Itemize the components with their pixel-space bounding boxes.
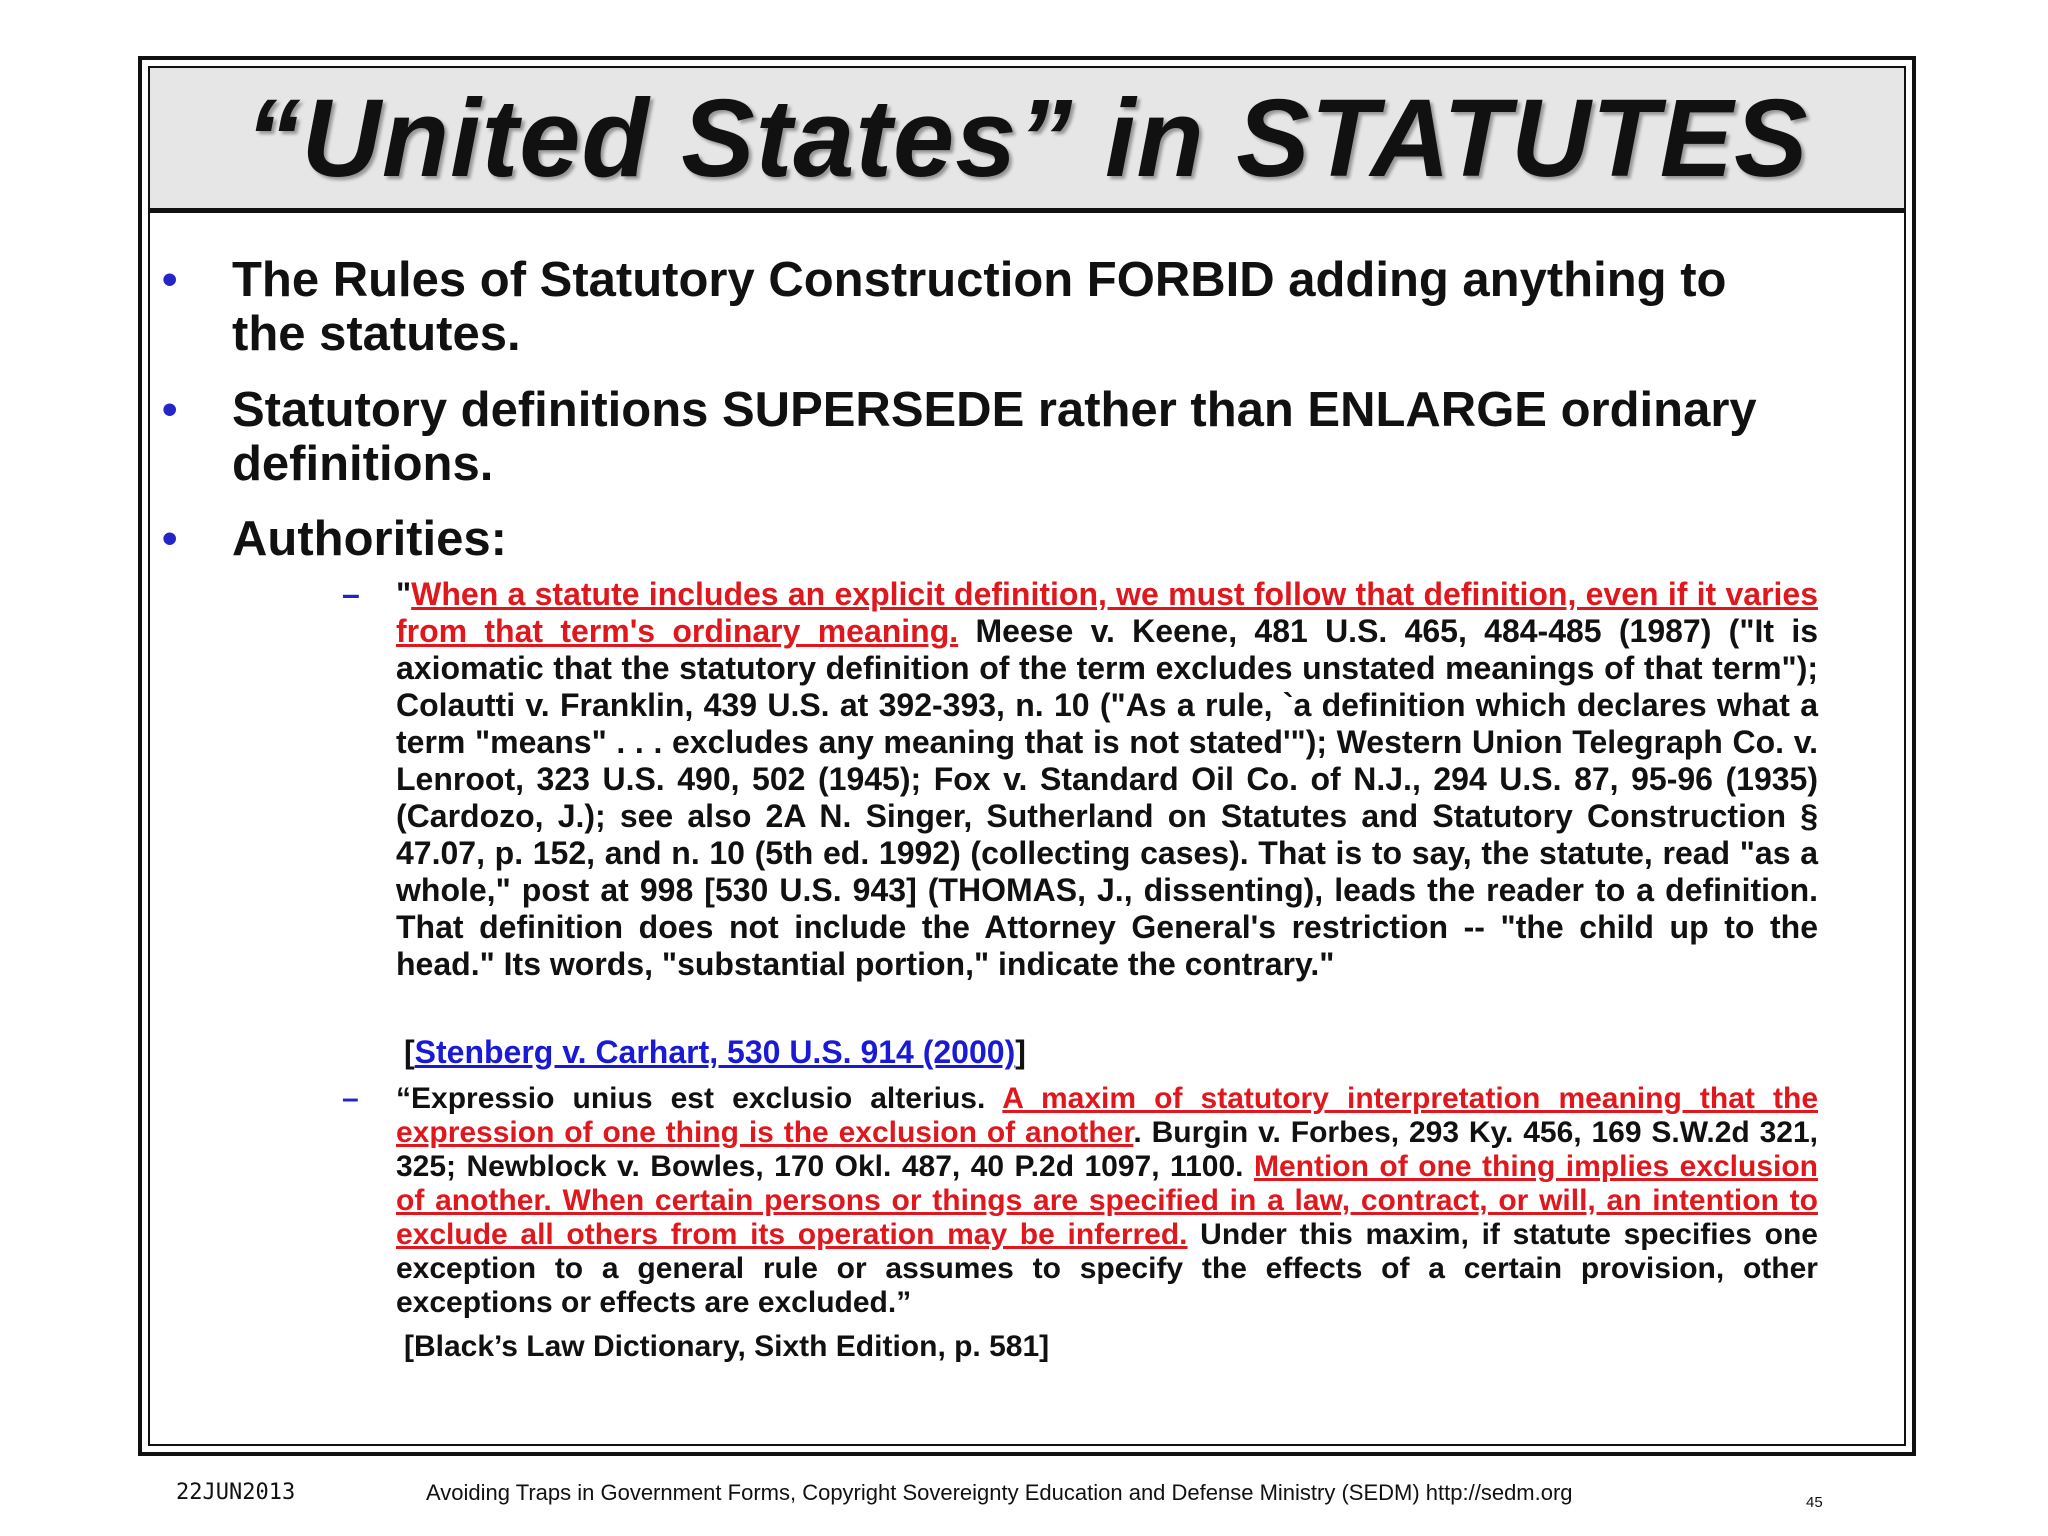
quote-emphasis-1: A maxim of statutory interpretation meaning that the expression of one thing is the exclusion of another	[396, 1082, 1818, 1149]
citation-stenberg	[404, 1034, 1026, 1071]
bullet-definitions-supersede	[162, 383, 1812, 491]
citation-blacks-law: [Black’s Law Dictionary, Sixth Edition, p. 581]	[404, 1330, 1050, 1363]
bullet-dot-icon: •	[162, 514, 178, 563]
dash-icon: –	[342, 576, 360, 612]
quote-expressio	[342, 1082, 1819, 1320]
quote-open: "	[396, 576, 412, 612]
dash-icon: –	[342, 1082, 359, 1115]
bullet-rules-forbid	[162, 253, 1812, 361]
title-bar	[150, 68, 1904, 213]
quote-part-2: . Burgin v. Forbes, 293 Ky. 456, 169 S.W.2d 321, 325; Newblock v. Bowles, 170 Okl. 487, 40 P.2d 1097, 1100.	[396, 1116, 1818, 1183]
bullet-authorities	[162, 512, 1812, 566]
quote-part-1: “Expressio unius est exclusio alterius.	[396, 1082, 1003, 1115]
bullet-dot-icon: •	[162, 385, 178, 434]
bullet-dot-icon: •	[162, 255, 178, 304]
page-number: 45	[1806, 1494, 1823, 1511]
stenberg-link[interactable]: Stenberg v. Carhart, 530 U.S. 914 (2000)	[414, 1034, 1016, 1070]
bullet-text: Statutory definitions SUPERSEDE rather than ENLARGE ordinary definitions.	[232, 383, 1757, 491]
bullet-text: Authorities:	[232, 512, 507, 566]
footer-date: 22JUN2013	[176, 1480, 296, 1505]
quote-body: Meese v. Keene, 481 U.S. 465, 484-485 (1987) ("It is axiomatic that the statutory definition of the term excludes unstated meanings of that term"); Colautti v. Franklin, 439 U.S. at 392-393, n. 10 ("As a rule, `a definition which declares what a term "means" . . . excludes any meaning that is not stated'"); Western Union Telegraph Co. v. Lenroot, 323 U.S. 490, 502 (1945); Fox v. Standard Oil Co. of N.J., 294 U.S. 87, 95-96 (1935) (Cardozo, J.); see also 2A N. Singer, Sutherland on Statutes and Statutory Construction § 47.07, p. 152, and n. 10 (5th ed. 1992) (collecting cases). That is to say, the statute, read "as a whole," post at 998 [530 U.S. 943] (THOMAS, J., dissenting), leads the reader to a definition. That definition does not include the Attorney General's restriction -- "the child up to the head." Its words, "substantial portion," indicate the contrary."	[396, 613, 1819, 982]
bullet-text: The Rules of Statutory Construction FORBID adding anything to the statutes.	[232, 253, 1727, 361]
slide-title: “United States” in STATUTES	[245, 76, 1809, 200]
quote-stenberg	[342, 576, 1819, 983]
citation-close-bracket: ]	[1015, 1034, 1026, 1070]
citation-open-bracket: [	[404, 1034, 415, 1070]
quote-emphasis: When a statute includes an explicit definition, we must follow that definition, even if it varies from that term's ordinary meaning.	[396, 576, 1818, 649]
quote-emphasis-2: Mention of one thing implies exclusion of another. When certain persons or things are specified in a law, contract, or will, an intention to exclude all others from its operation may be inferred.	[396, 1150, 1819, 1251]
quote-part-3: Under this maxim, if statute specifies one exception to a general rule or assumes to specify the effects of a certain provision, other exceptions or effects are excluded.”	[396, 1218, 1818, 1319]
footer-copyright: Avoiding Traps in Government Forms, Copyright Sovereignty Education and Defense Ministry (SEDM) http://sedm.org	[426, 1480, 1573, 1505]
